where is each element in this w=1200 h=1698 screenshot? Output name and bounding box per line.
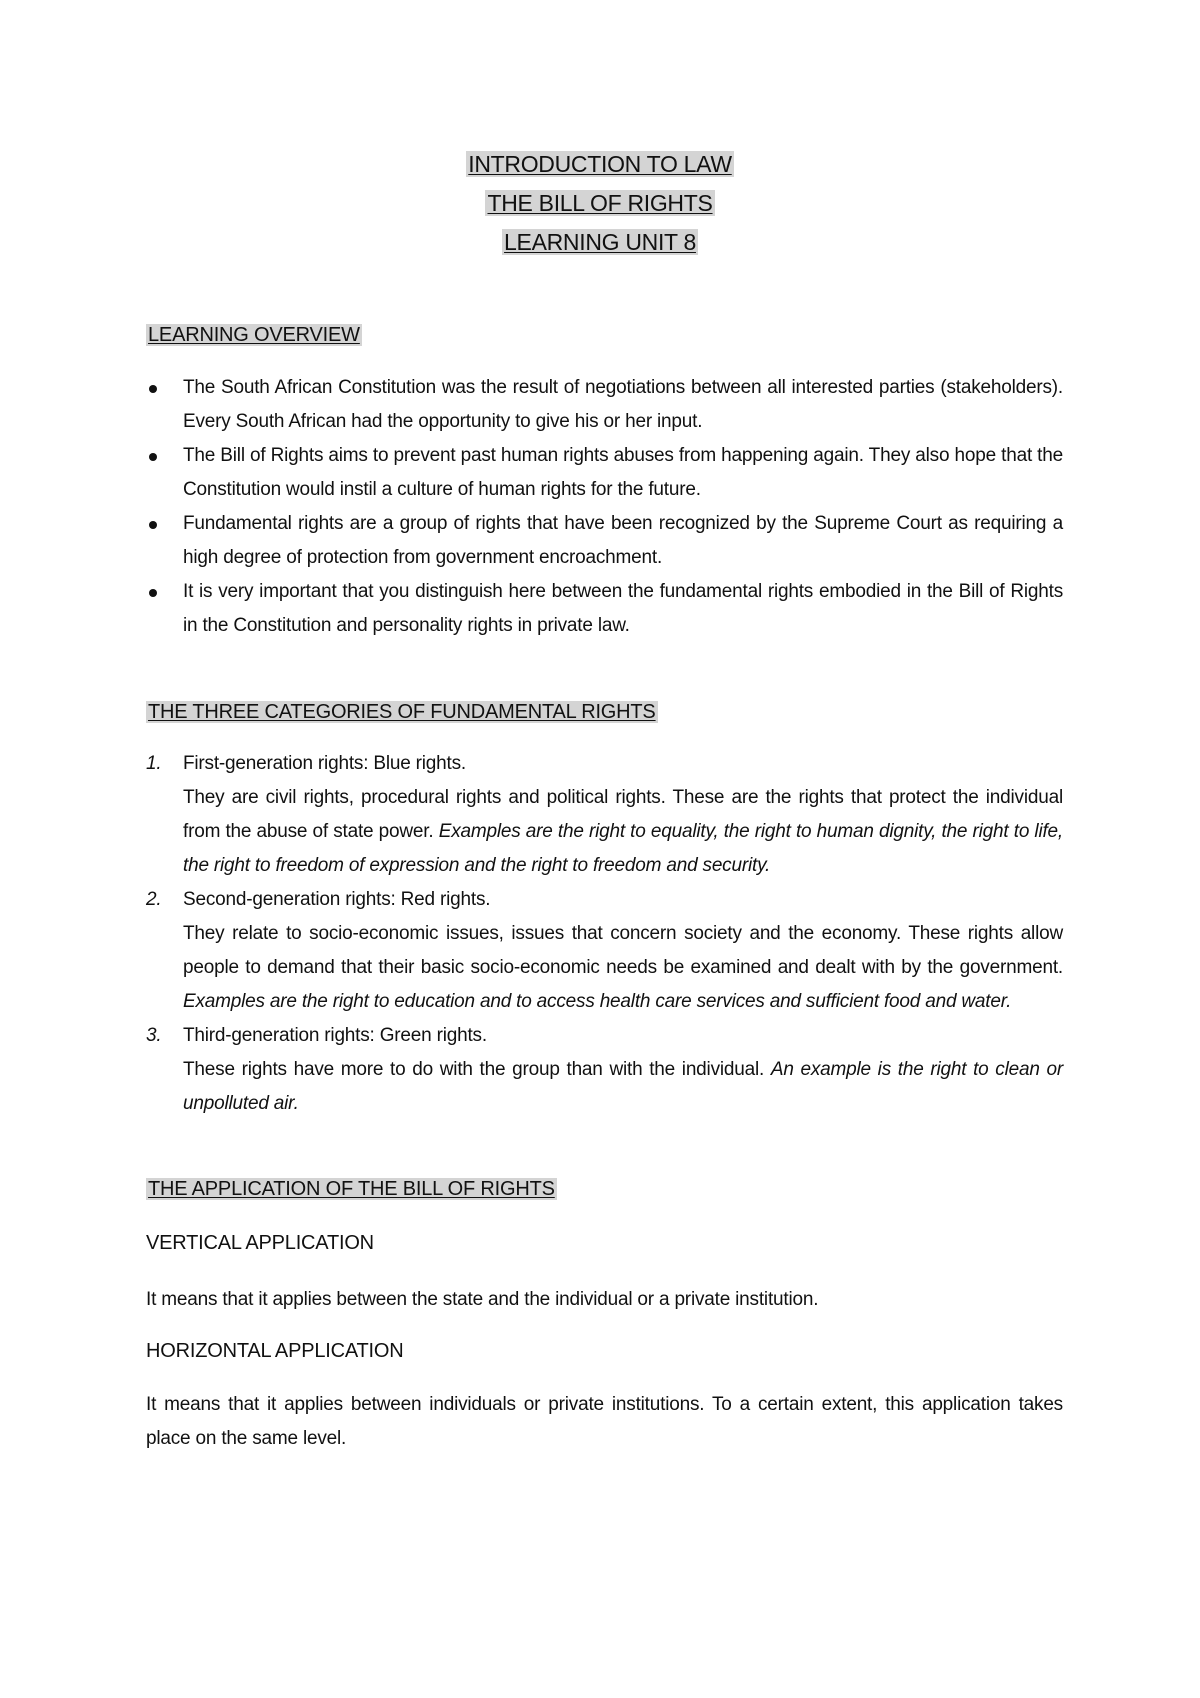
bullet-icon (149, 589, 157, 597)
title-line-3: LEARNING UNIT 8 (504, 229, 696, 255)
application-heading: THE APPLICATION OF THE BILL OF RIGHTS (148, 1178, 555, 1200)
categories-list (146, 747, 1063, 1121)
list-item: Fundamental rights are a group of rights that have been recognized by the Supreme Court as requiring a high degree of protection from government encroachment. (146, 507, 1063, 575)
list-item (146, 883, 1063, 1019)
list-item (146, 747, 1063, 883)
item-text: They are civil rights, procedural rights and political rights. These are the rights that protect the individual from the abuse of state power. (183, 787, 1063, 842)
item-title: Second-generation rights: Red rights. (183, 889, 491, 910)
item-number: 3. (146, 1025, 162, 1046)
categories-section (146, 697, 1063, 1121)
bullet-icon (149, 453, 157, 461)
vertical-text: It means that it applies between the state and the individual or a private institution. (146, 1289, 819, 1310)
item-example: Examples are the right to education and to access health care services and sufficient food and water. (183, 991, 1012, 1012)
bullet-icon (149, 385, 157, 393)
item-example: An example is the right to clean or unpolluted air. (183, 1059, 1064, 1114)
list-item: The Bill of Rights aims to prevent past human rights abuses from happening again. They also hope that the Constitution would instil a culture of human rights for the future. (146, 439, 1063, 507)
horizontal-text: It means that it applies between individuals or private institutions. To a certain extent, this application takes place on the same level. (146, 1394, 1063, 1449)
item-example: Examples are the right to equality, the right to human dignity, the right to life, the right to freedom of expression and the right to freedom and security. (183, 821, 1064, 876)
horizontal-heading: HORIZONTAL APPLICATION (146, 1340, 404, 1362)
list-item: The South African Constitution was the result of negotiations between all interested parties (stakeholders). Every South African had the opportunity to give his or her input. (146, 371, 1063, 439)
item-number: 1. (146, 753, 162, 774)
categories-heading: THE THREE CATEGORIES OF FUNDAMENTAL RIGHTS (148, 701, 656, 723)
overview-heading: LEARNING OVERVIEW (148, 324, 360, 346)
vertical-heading: VERTICAL APPLICATION (146, 1232, 374, 1254)
overview-list (146, 371, 1063, 643)
application-section (146, 1174, 1063, 1456)
title-line-2: THE BILL OF RIGHTS (487, 190, 713, 216)
bullet-icon (149, 521, 157, 529)
item-title: Third-generation rights: Green rights. (183, 1025, 487, 1046)
title-line-1: INTRODUCTION TO LAW (468, 151, 732, 177)
list-item (146, 1019, 1063, 1121)
item-text: They relate to socio-economic issues, issues that concern society and the economy. These rights allow people to demand that their basic socio-economic needs be examined and dealt with by the government. (183, 923, 1063, 978)
list-item: It is very important that you distinguish here between the fundamental rights embodied in the Bill of Rights in the Constitution and personality rights in private law. (146, 575, 1063, 643)
item-text: These rights have more to do with the group than with the individual. (183, 1059, 771, 1080)
item-title: First-generation rights: Blue rights. (183, 753, 466, 774)
title-block (0, 145, 1200, 262)
overview-section (146, 320, 1063, 643)
item-number: 2. (146, 889, 162, 910)
